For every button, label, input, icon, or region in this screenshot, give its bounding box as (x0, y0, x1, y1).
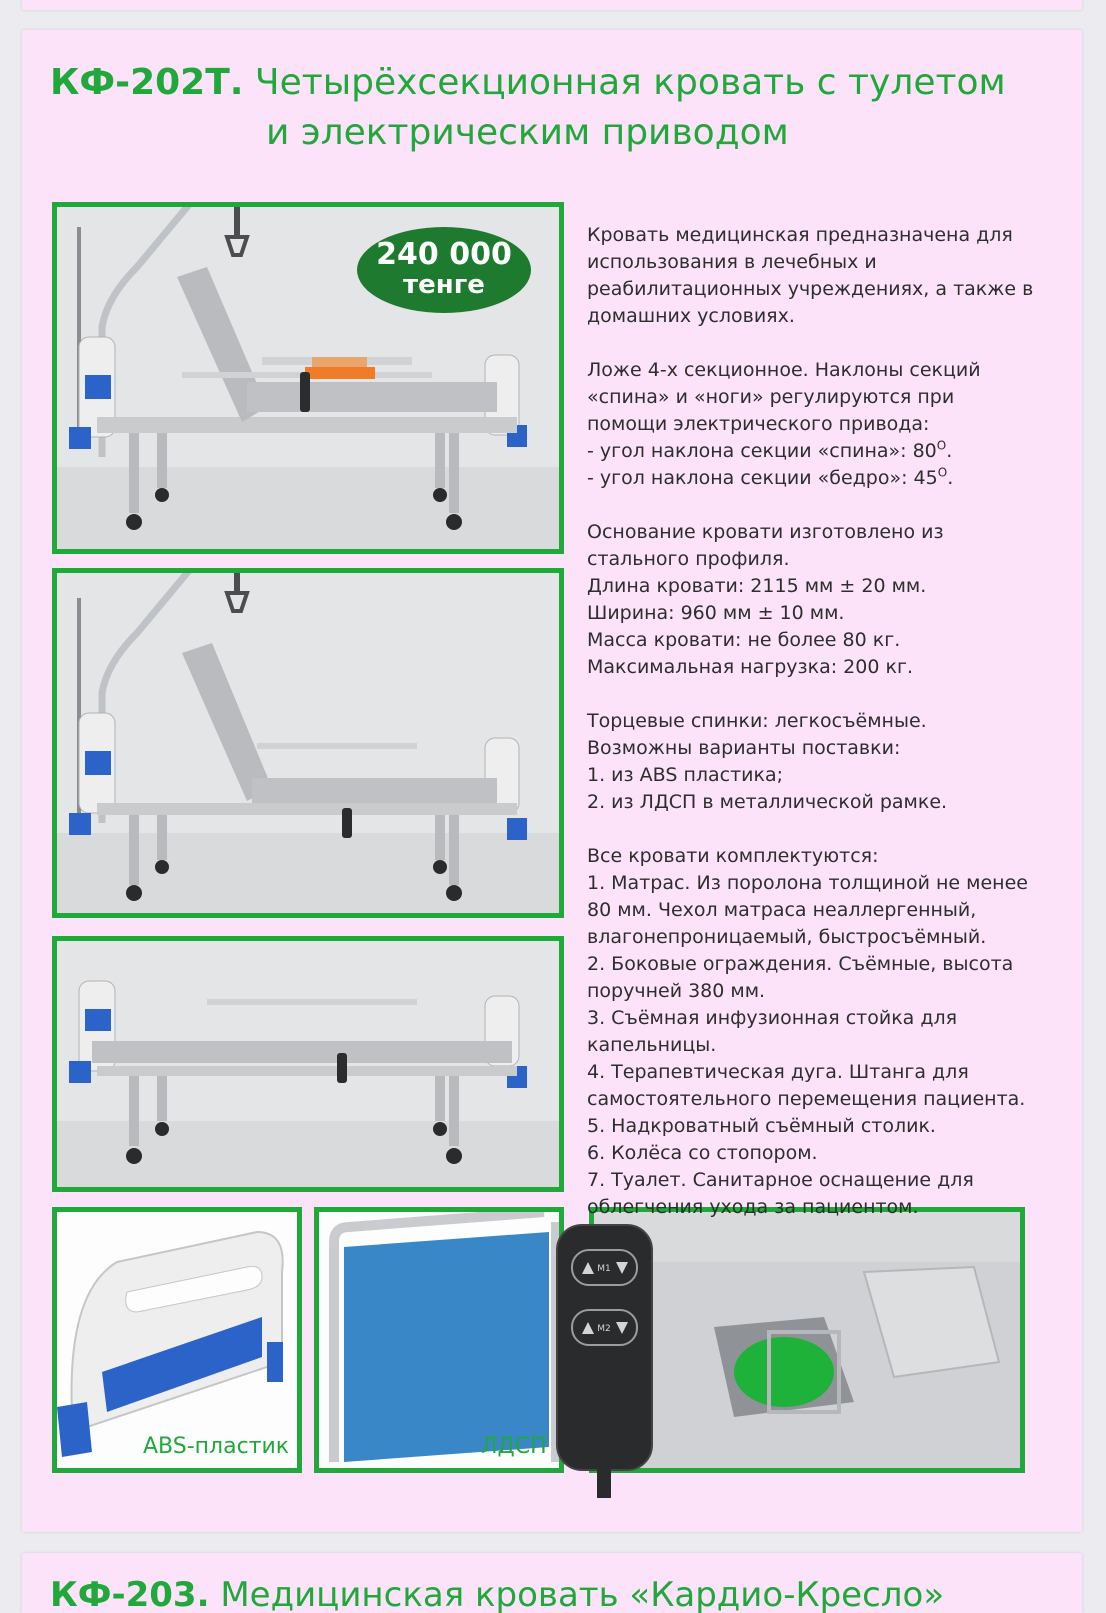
intro-line: использования в лечебных и (587, 251, 877, 273)
kit-line: 80 мм. Чехол матраса неаллергенный, (587, 899, 977, 921)
product-description (587, 222, 1037, 1248)
description-kit (587, 843, 1037, 1221)
abs-headboard-illustration (57, 1212, 297, 1468)
kit-line: 6. Колёса со стопором. (587, 1142, 818, 1164)
bed-photo-raised-with-table (52, 202, 564, 554)
next-product-title (50, 1575, 944, 1613)
kit-line: Все кровати комплектуются: (587, 845, 879, 867)
next-model-code: КФ-203. (50, 1575, 210, 1613)
title-line-2: и электрическим приводом (266, 112, 789, 153)
price-currency: тенге (403, 270, 485, 300)
ldsp-headboard-illustration (319, 1212, 559, 1468)
sections-line: помощи электрического привода: (587, 413, 930, 435)
ldsp-headboard-photo (314, 1207, 564, 1473)
product-card (22, 30, 1082, 1532)
kit-line: 4. Терапевтическая дуга. Штанга для (587, 1061, 969, 1083)
bed-photo-raised (52, 568, 564, 918)
angle-thigh-line: - угол наклона секции «бедро»: $45^О$. (587, 465, 954, 489)
bed-raised-no-table-illustration (57, 573, 559, 913)
kit-line: 1. Матрас. Из поролона толщиной не менее (587, 872, 1028, 894)
intro-line: Кровать медицинская предназначена для (587, 224, 1013, 246)
title-line-1: Четырёхсекционная кровать с тулетом (254, 62, 1006, 103)
base-line: Максимальная нагрузка: 200 кг. (587, 656, 913, 678)
intro-line: реабилитационных учреждениях, а также в (587, 278, 1034, 300)
kit-line: поручней 380 мм. (587, 980, 766, 1002)
ends-line: Возможны варианты поставки: (587, 737, 901, 759)
degree-mark: О (936, 438, 947, 453)
description-intro (587, 222, 1037, 330)
kit-line: 2. Боковые ограждения. Съёмные, высота (587, 953, 1014, 975)
kit-line: влагонепроницаемый, быстросъёмный. (587, 926, 987, 948)
degree-mark: О (937, 465, 948, 480)
base-line: Основание кровати изготовлено из (587, 521, 944, 543)
sections-line: Ложе 4-х секционное. Наклоны секций (587, 359, 981, 381)
kit-line: 5. Надкроватный съёмный столик. (587, 1115, 936, 1137)
sections-line: «спина» и «ноги» регулируются при (587, 386, 955, 408)
price-amount: 240 000 (376, 237, 512, 272)
base-line: Ширина: 960 мм ± 10 мм. (587, 602, 845, 624)
angle-back-text: - угол наклона секции «спина»: 80 (587, 440, 937, 462)
kit-line: 3. Съёмная инфузионная стойка для (587, 1007, 958, 1029)
page-title (50, 58, 1006, 108)
bed-flat-illustration (57, 941, 559, 1187)
kit-line: самостоятельного перемещения пациента. (587, 1088, 1026, 1110)
remote-m2: M2 (597, 1324, 611, 1334)
remote-control (552, 1220, 662, 1510)
description-base (587, 519, 1037, 681)
bed-photo-flat (52, 936, 564, 1192)
ends-line: 1. из ABS пластика; (587, 764, 784, 786)
kit-line: капельницы. (587, 1034, 717, 1056)
previous-card (22, 0, 1082, 10)
angle-thigh-text: - угол наклона секции «бедро»: 45 (587, 467, 938, 489)
next-product-card (22, 1553, 1082, 1613)
remote-m1: M1 (597, 1264, 611, 1274)
ends-line: Торцевые спинки: легкосъёмные. (587, 710, 927, 732)
abs-headboard-photo (52, 1207, 302, 1473)
base-line: Масса кровати: не более 80 кг. (587, 629, 901, 651)
abs-label: ABS-пластик (143, 1434, 290, 1459)
next-title-text: Медицинская кровать «Кардио-Кресло» (220, 1575, 945, 1613)
kit-line: облегчения ухода за пациентом. (587, 1196, 919, 1218)
angle-back-line: - угол наклона секции «спина»: $80^О$. (587, 438, 953, 462)
description-ends (587, 708, 1037, 816)
price-badge (357, 227, 531, 313)
description-sections (587, 357, 1037, 492)
model-code: КФ-202Т. (50, 62, 244, 103)
kit-line: 7. Туалет. Санитарное оснащение для (587, 1169, 974, 1191)
ldsp-label: ЛДСП (481, 1434, 547, 1459)
ends-line: 2. из ЛДСП в металлической рамке. (587, 791, 948, 813)
intro-line: домашних условиях. (587, 305, 795, 327)
base-line: стального профиля. (587, 548, 790, 570)
base-line: Длина кровати: 2115 мм ± 20 мм. (587, 575, 927, 597)
